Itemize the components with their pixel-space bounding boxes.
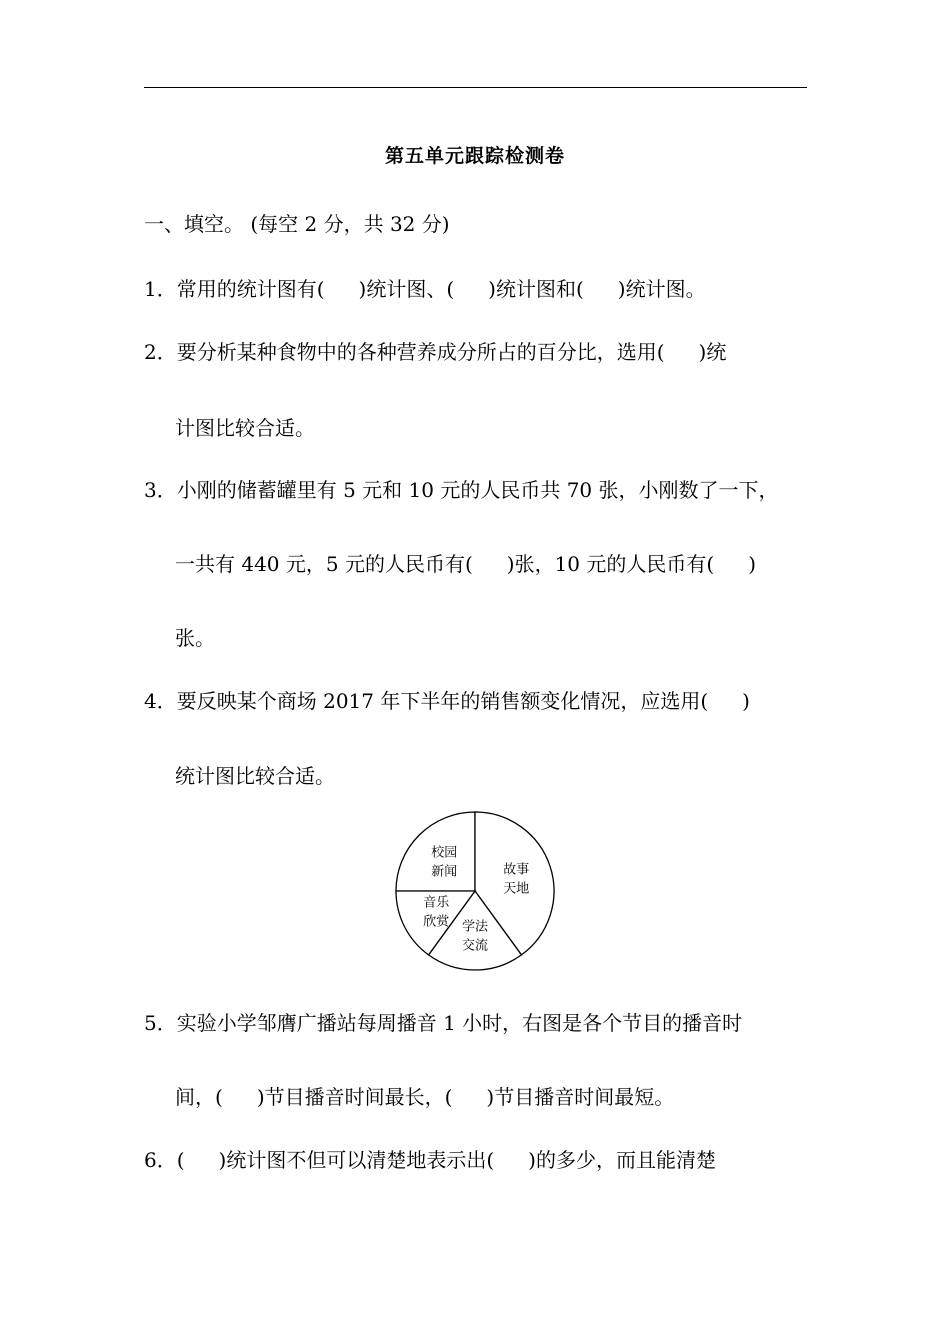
pie-slice-label: 欣赏 <box>423 914 450 930</box>
question-number: 3． <box>144 478 177 502</box>
question-number: 5． <box>144 1011 177 1035</box>
question-3: 3．小刚的储蓄罐里有 5 元和 10 元的人民币共 70 张，小刚数了一下， <box>144 478 779 502</box>
program-pie-chart <box>394 810 558 974</box>
question-number: 2． <box>144 340 177 364</box>
question-5: 5．实验小学邹膺广播站每周播音 1 小时，右图是各个节目的播音时 <box>144 1011 743 1035</box>
pie-slice-label: 故事 <box>503 862 530 878</box>
question-number: 4． <box>144 689 177 713</box>
question-2: 2．要分析某种食物中的各种营养成分所占的百分比，选用( )统 <box>144 340 727 364</box>
question-2-continued: 计图比较合适。 <box>175 416 315 440</box>
page-title: 第五单元跟踪检测卷 <box>384 145 565 167</box>
question-number: 1． <box>144 277 177 301</box>
section-heading: 一、填空。 (每空 2 分，共 32 分) <box>144 212 450 236</box>
question-number: 6． <box>144 1148 177 1172</box>
pie-slice-label: 音乐 <box>423 895 450 911</box>
pie-slice-label: 新闻 <box>431 864 458 880</box>
pie-slice-label: 天地 <box>503 881 530 897</box>
question-6: 6．( )统计图不但可以清楚地表示出( )的多少，而且能清楚 <box>144 1148 716 1172</box>
header-rule <box>144 87 807 88</box>
question-4-continued: 统计图比较合适。 <box>175 764 335 788</box>
pie-slice-label: 交流 <box>461 938 489 954</box>
question-1: 1．常用的统计图有( )统计图、( )统计图和( )统计图。 <box>144 277 706 301</box>
question-5-continued: 间，( )节目播音时间最长，( )节目播音时间最短。 <box>175 1085 675 1109</box>
pie-slice-label: 校园 <box>431 845 458 861</box>
question-4: 4．要反映某个商场 2017 年下半年的销售额变化情况，应选用( ) <box>144 689 750 713</box>
question-3-continued: 一共有 440 元，5 元的人民币有( )张，10 元的人民币有( ) <box>175 552 757 576</box>
pie-slice-label: 学法 <box>461 919 489 935</box>
question-3-end: 张。 <box>175 626 215 650</box>
